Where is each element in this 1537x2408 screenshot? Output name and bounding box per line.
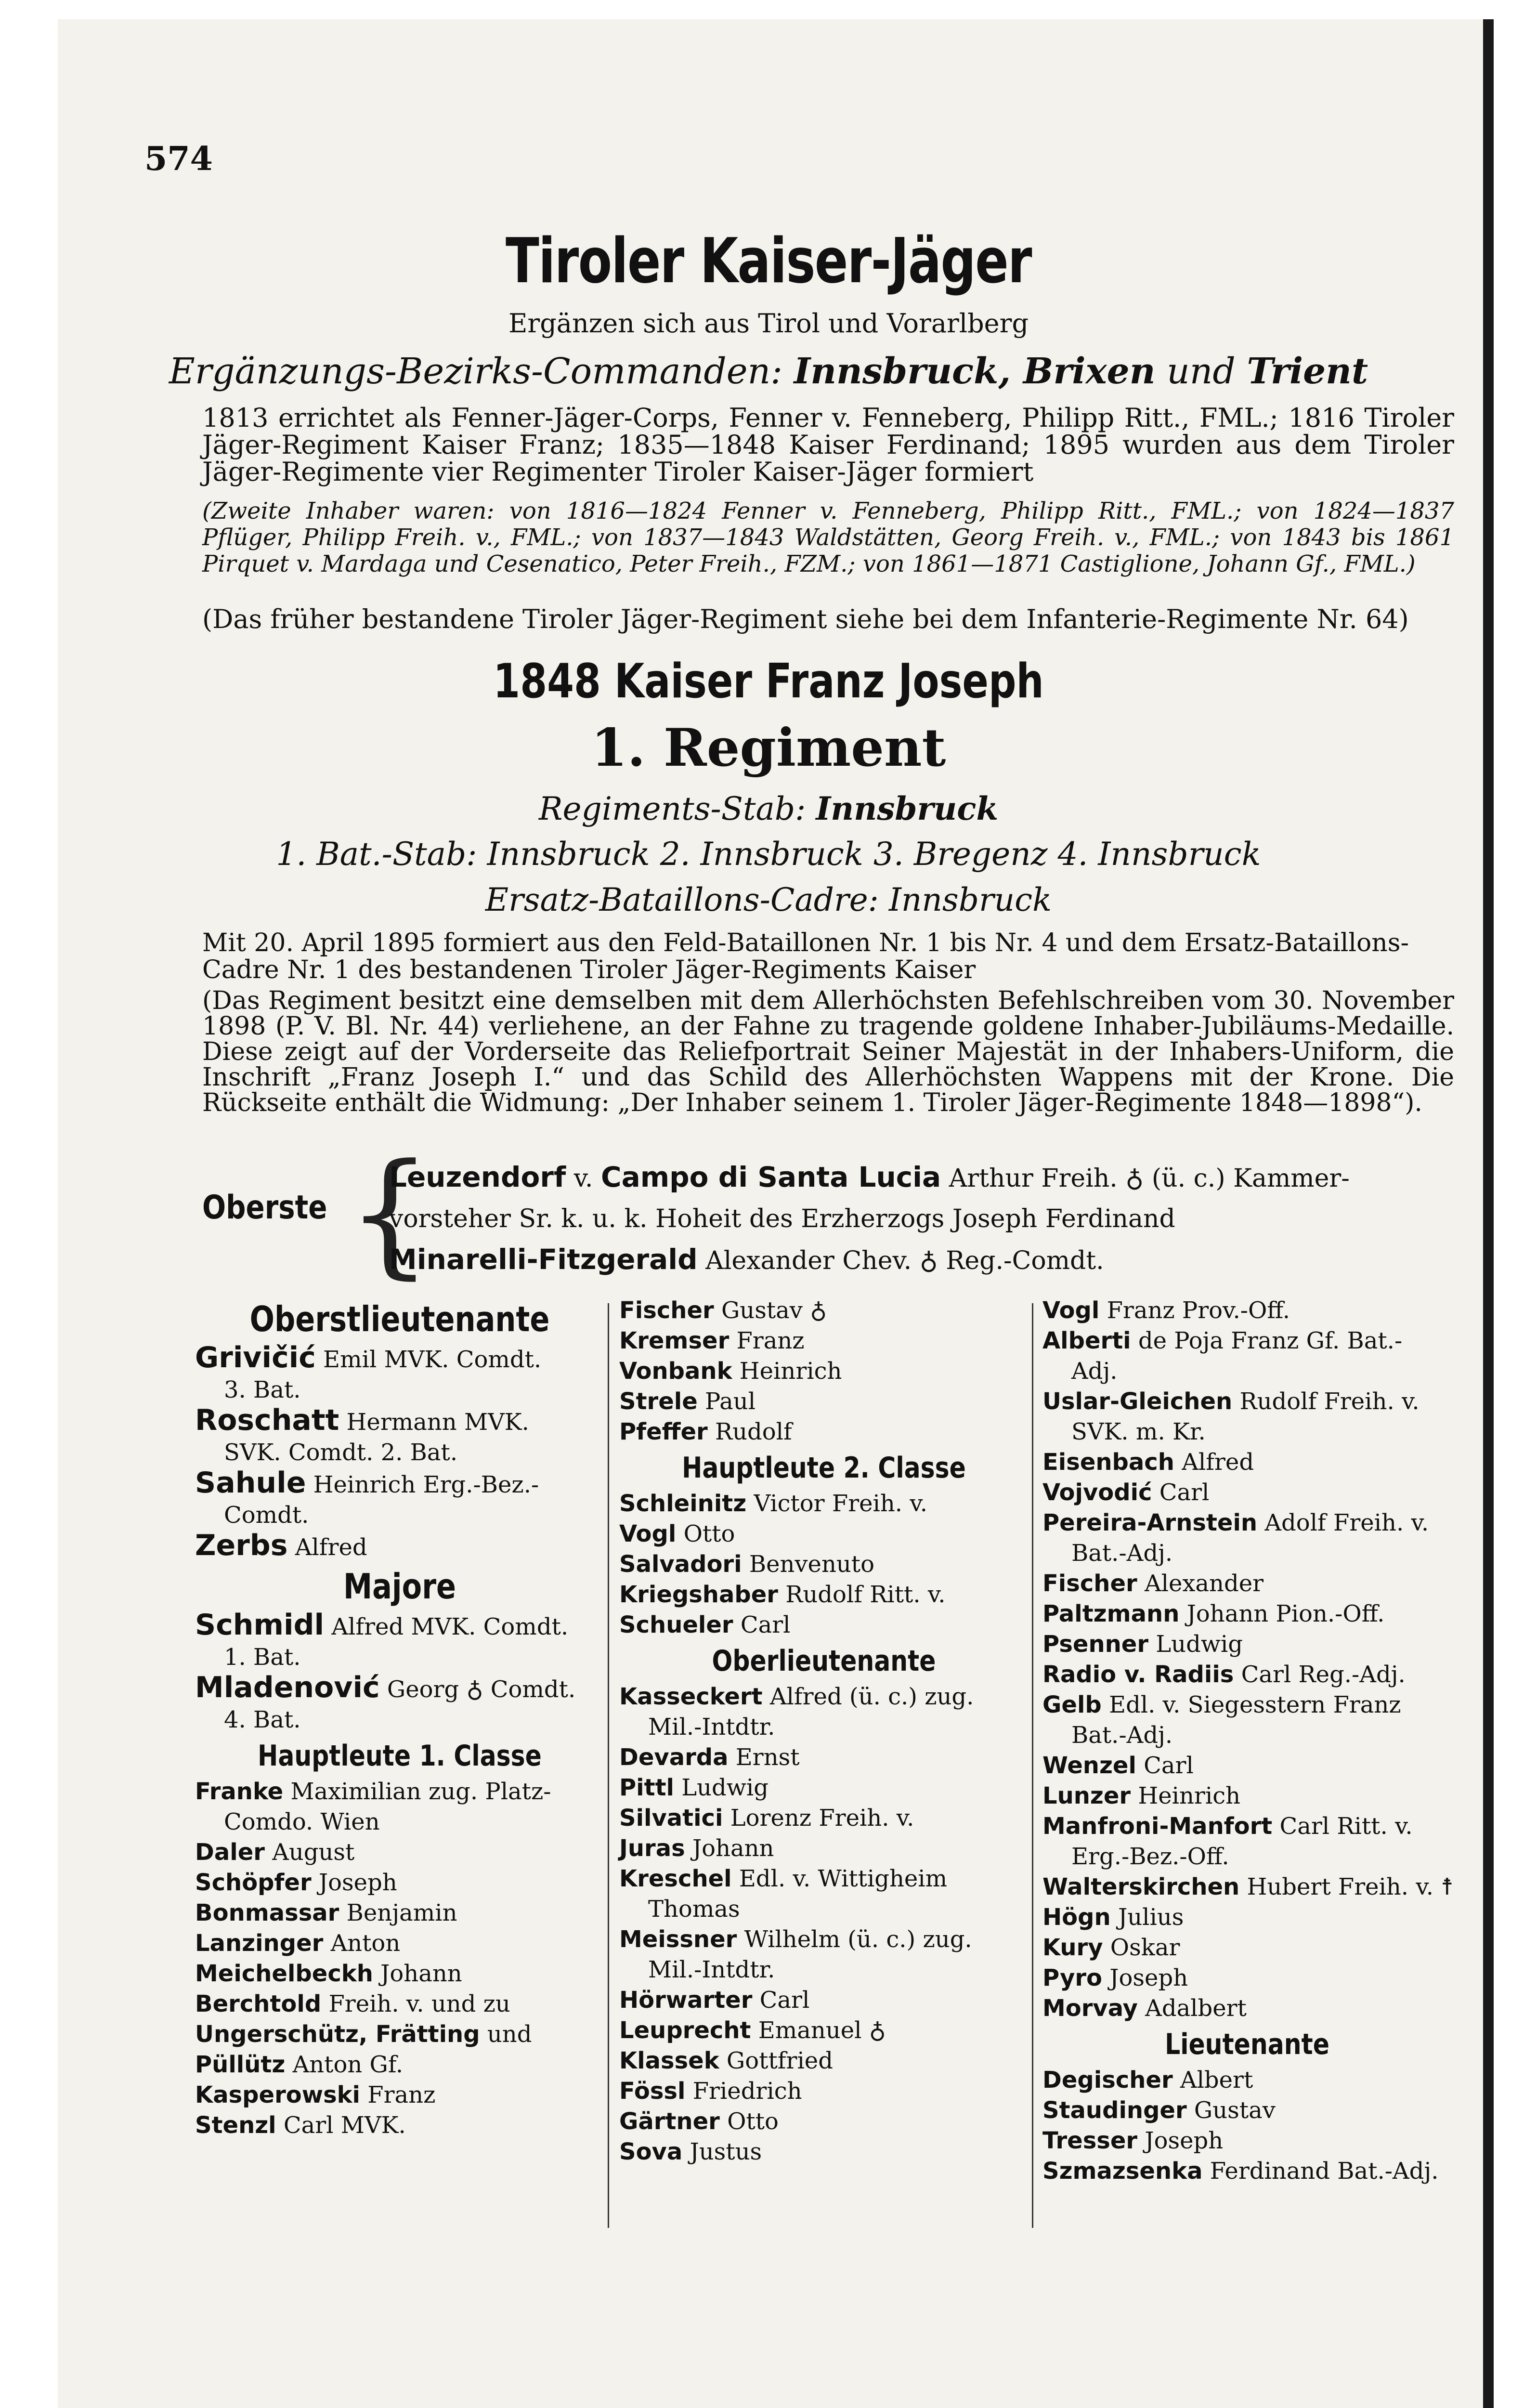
- commands-places: Innsbruck, Brixen: [794, 351, 1156, 392]
- officer-name: Zerbs: [195, 1529, 288, 1562]
- list-item: [1042, 1660, 1452, 1690]
- officer-name: Kasperowski: [195, 2081, 361, 2108]
- list-oberlieutenante-cont: [1042, 1296, 1452, 2024]
- history-owners: (Zweite Inhaber waren: von 1816—1824 Fenner v. Fenneberg, Philipp Ritt., FML.; von 1824—1837 Pflüger, Philipp Freih. v., FML.; von 1837—1843 Waldstätten, Georg Freih. v., FML.; von 1843 bis 1861 Pirquet v. Mardaga und Cesenatico, Peter Freih., FZM.; von 1861—1871 Castiglione, Johann Gf., FML.): [202, 497, 1454, 577]
- list-item: [619, 1549, 1029, 1580]
- list-item: [619, 1833, 1029, 1864]
- officer-details-cont: Thomas: [648, 1896, 740, 1923]
- list-item: [195, 1343, 604, 1375]
- list-item: [619, 2137, 1029, 2167]
- officer-details: Johann: [380, 1960, 462, 1987]
- officer-name: Eisenbach: [1042, 1449, 1174, 1476]
- officer-details: Emil MVK. Comdt.: [323, 1346, 542, 1373]
- officer-name: Roschatt: [195, 1403, 339, 1437]
- heading-majore: Majore: [343, 1566, 456, 1607]
- battalions-line: 1. Bat.-Stab: Innsbruck 2. Innsbruck 3. Bregenz 4. Innsbruck: [276, 836, 1261, 873]
- heading-lieutenante: Lieutenante: [1165, 2028, 1329, 2061]
- officer-details: Edl. v. Wittigheim: [739, 1865, 948, 1892]
- oberste-line-2: vorsteher Sr. k. u. k. Hoheit des Erzherzogs Joseph Ferdinand: [389, 1204, 1175, 1233]
- officer-details: Otto: [683, 1520, 735, 1547]
- commands-label: Ergänzungs-Bezirks-Commanden:: [169, 351, 783, 392]
- officer-details: und: [487, 2021, 532, 2048]
- list-item: [619, 1519, 1029, 1549]
- list-item: [619, 2107, 1029, 2137]
- officer-name: Degischer: [1042, 2067, 1173, 2094]
- list-item: [1042, 1387, 1452, 1417]
- list-item: [1042, 1690, 1452, 1720]
- list-item: [619, 1489, 1029, 1519]
- officer-details-cont: Comdt.: [224, 1502, 309, 1529]
- officer-name: Mladenović: [195, 1671, 380, 1704]
- oberste-entries: [389, 1157, 1439, 1281]
- ersatz-line: Ersatz-Bataillons-Cadre: Innsbruck: [485, 881, 1052, 918]
- officer-details: Carl Reg.-Adj.: [1241, 1661, 1406, 1688]
- officer-details: August: [272, 1839, 355, 1866]
- officer-name: Morvay: [1042, 1995, 1138, 2022]
- list-item: [619, 1803, 1029, 1833]
- officer-details: Carl MVK.: [283, 2112, 406, 2139]
- heading-hauptleute-2: Hauptleute 2. Classe: [682, 1451, 966, 1485]
- officer-details: Rudolf Freih. v.: [1239, 1388, 1420, 1415]
- list-item: [195, 1468, 604, 1500]
- list-item: [195, 1837, 604, 1868]
- officer-details: Benjamin: [346, 1899, 457, 1926]
- officer-details: Rudolf: [715, 1418, 792, 1445]
- list-item: [195, 1868, 604, 1898]
- list-item: [1042, 1751, 1452, 1781]
- officer-name: Lanzinger: [195, 1930, 324, 1957]
- officer-name: Klassek: [619, 2047, 719, 2074]
- officer-name: Tresser: [1042, 2127, 1138, 2154]
- brace-icon: {: [347, 1135, 433, 1292]
- list-hauptleute-2: [619, 1489, 1029, 1640]
- officer-name: Schöpfer: [195, 1869, 312, 1896]
- regiment-number: 1. Regiment: [591, 718, 946, 778]
- regiment-name: 1848 Kaiser Franz Joseph: [493, 654, 1044, 709]
- oberste-line-1: Leuzendorf v. Campo di Santa Lucia Arthur Freih. ♁ (ü. c.) Kammer-: [389, 1161, 1350, 1193]
- history-text: 1813 errichtet als Fenner-Jäger-Corps, Fenner v. Fenneberg, Philipp Ritt., FML.; 1816 Tiroler Jäger-Regiment Kaiser Franz; 1835—1848 Kaiser Ferdinand; 1895 wurden aus dem Tiroler Jäger-Regimente vier Regimenter Tiroler Kaiser-Jäger formiert: [202, 403, 1454, 487]
- officer-name: Fischer: [1042, 1570, 1137, 1597]
- officer-details: Heinrich: [739, 1358, 842, 1385]
- officer-name: Psenner: [1042, 1631, 1149, 1658]
- officer-name: Kasseckert: [619, 1683, 763, 1710]
- officer-name: Sova: [619, 2138, 683, 2165]
- officer-details: Ludwig: [1156, 1631, 1243, 1658]
- officer-details: Carl Ritt. v.: [1279, 1813, 1413, 1840]
- officer-details: Heinrich Erg.-Bez.-: [313, 1471, 539, 1498]
- regiments-stab: [0, 790, 1537, 827]
- officer-name: Radio v. Radiis: [1042, 1661, 1234, 1688]
- list-majore: [195, 1610, 604, 1735]
- officer-name: Grivičić: [195, 1341, 316, 1374]
- officer-details: Carl: [740, 1611, 791, 1638]
- officer-details-cont: Bat.-Adj.: [1071, 1722, 1173, 1749]
- officer-details: Franz: [736, 1327, 805, 1354]
- officer-details: Freih. v. und zu: [328, 1990, 510, 2017]
- officer-details: Alfred MVK. Comdt.: [331, 1613, 569, 1640]
- officer-details: de Poja Franz Gf. Bat.-: [1138, 1327, 1403, 1354]
- officer-name: Wenzel: [1042, 1752, 1136, 1779]
- officer-name: Silvatici: [619, 1805, 723, 1832]
- list-item: [195, 1405, 604, 1438]
- officer-details: Alfred: [1182, 1449, 1254, 1476]
- officer-name: Vonbank: [619, 1358, 732, 1385]
- column-3: [1042, 1296, 1452, 2186]
- officer-details-cont: SVK. Comdt. 2. Bat.: [224, 1439, 458, 1466]
- officer-details-cont: Adj.: [1071, 1358, 1118, 1385]
- page-number: 574: [144, 140, 213, 178]
- list-item: [619, 1326, 1029, 1356]
- list-item: [619, 1356, 1029, 1387]
- commands-und: und: [1167, 351, 1236, 392]
- list-item: [619, 2076, 1029, 2107]
- officer-details-cont: Comdo. Wien: [224, 1808, 380, 1835]
- list-item: [1042, 1933, 1452, 1963]
- heading-hauptleute-1: Hauptleute 1. Classe: [258, 1739, 542, 1773]
- list-item: [1042, 1296, 1452, 1326]
- officer-name: Pfeffer: [619, 1418, 708, 1445]
- officer-details-cont: Mil.-Intdtr.: [648, 1714, 775, 1741]
- officer-name: Salvadori: [619, 1551, 742, 1578]
- officer-name: Högn: [1042, 1904, 1111, 1931]
- officer-name: Kury: [1042, 1934, 1103, 1961]
- list-item: [1042, 1569, 1452, 1599]
- list-item: [1042, 1811, 1452, 1842]
- officer-details: Johann: [692, 1835, 774, 1862]
- officer-details: Emanuel ♁: [758, 2017, 886, 2044]
- list-item: [1042, 2156, 1452, 2186]
- officer-name: Devarda: [619, 1744, 729, 1771]
- subtitle: Ergänzen sich aus Tirol und Vorarlberg: [508, 308, 1029, 339]
- officer-details: Justus: [690, 2138, 762, 2165]
- officer-details: Victor Freih. v.: [754, 1490, 927, 1517]
- officer-name: Schmidl: [195, 1608, 325, 1642]
- list-item: [195, 1928, 604, 1959]
- list-item: [195, 2080, 604, 2110]
- list-item: [619, 1417, 1029, 1447]
- list-item: [195, 1898, 604, 1928]
- list-item: [195, 1531, 604, 1563]
- officer-name: Kremser: [619, 1327, 729, 1354]
- list-item: [1042, 1599, 1452, 1629]
- list-item: [1042, 2065, 1452, 2095]
- list-item: [195, 2019, 604, 2050]
- list-item: [1042, 1963, 1452, 1993]
- list-item: [1042, 1326, 1452, 1356]
- officer-name: Paltzmann: [1042, 1600, 1180, 1627]
- list-item: [1042, 1902, 1452, 1933]
- column-1: [195, 1296, 604, 2141]
- column-divider: [1032, 1303, 1033, 2228]
- officer-details: Heinrich: [1138, 1782, 1240, 1809]
- officer-details: Friedrich: [692, 2078, 802, 2105]
- list-item: [619, 2046, 1029, 2076]
- officer-details: Ernst: [735, 1744, 800, 1771]
- heading-oberlieutenante: Oberlieutenante: [712, 1644, 936, 1678]
- officer-name: Walterskirchen: [1042, 1873, 1240, 1900]
- officer-name: Leuprecht: [619, 2017, 751, 2044]
- list-item: [1042, 1993, 1452, 2024]
- officer-name: Pittl: [619, 1774, 674, 1801]
- list-item: [619, 1682, 1029, 1712]
- list-item: [619, 2015, 1029, 2046]
- officer-details: Joseph: [318, 1869, 397, 1896]
- officer-details: Maximilian zug. Platz-: [290, 1778, 551, 1805]
- badge-text: (Das Regiment besitzt eine demselben mit dem Allerhöchsten Befehlschreiben vom 30. November 1898 (P. V. Bl. Nr. 44) verliehene, an der Fahne zu tragende goldene Inhaber-Jubiläums-Medaille. Diese zeigt auf der Vorderseite das Reliefportrait Seiner Majestät in der Inhabers-Uniform, die Inschrift „Franz Joseph I.“ und das Schild des Allerhöchsten Wappens mit der Krone. Die Rückseite enthält die Widmung: „Der Inhaber seinem 1. Tiroler Jäger-Regimente 1848—1898“).: [202, 986, 1454, 1117]
- list-item: [619, 1296, 1029, 1326]
- officer-details: Joseph: [1109, 1964, 1188, 1991]
- list-item: [619, 1924, 1029, 1955]
- list-item: [1042, 1781, 1452, 1811]
- officer-details: Oskar: [1110, 1934, 1180, 1961]
- officer-details-cont: SVK. m. Kr.: [1071, 1418, 1206, 1445]
- list-item: [619, 1864, 1029, 1894]
- officer-name: Meissner: [619, 1926, 737, 1953]
- officer-details: Hubert Freih. v. ☨: [1247, 1873, 1454, 1900]
- officer-details: Julius: [1118, 1904, 1184, 1931]
- officer-details: Carl: [1144, 1752, 1194, 1779]
- officer-name: Ungerschütz, Frätting: [195, 2021, 480, 2048]
- officer-details: Lorenz Freih. v.: [730, 1805, 914, 1832]
- list-oberlieutenante: [619, 1682, 1029, 2167]
- oberste-label: Oberste: [202, 1189, 327, 1227]
- officer-name: Meichelbeckh: [195, 1960, 373, 1987]
- officer-name: Manfroni-Manfort: [1042, 1813, 1273, 1840]
- officer-details: Johann Pion.-Off.: [1186, 1600, 1385, 1627]
- heading-oberstlieutenante: Oberstlieutenante: [249, 1299, 550, 1339]
- column-divider: [608, 1303, 609, 2228]
- list-item: [1042, 2126, 1452, 2156]
- officer-details: Hermann MVK.: [346, 1409, 529, 1436]
- list-item: [619, 1610, 1029, 1640]
- officer-details: Paul: [705, 1388, 756, 1415]
- officer-name: Stenzl: [195, 2112, 276, 2139]
- regiments-stab-place: Innsbruck: [816, 790, 999, 827]
- officer-name: Franke: [195, 1778, 284, 1805]
- officer-name: Fössl: [619, 2078, 686, 2105]
- officer-name: Uslar-Gleichen: [1042, 1388, 1233, 1415]
- officer-name: Püllütz: [195, 2051, 286, 2078]
- officer-details: Carl: [1159, 1479, 1210, 1506]
- officer-name: Berchtold: [195, 1990, 322, 2017]
- list-item: [1042, 1629, 1452, 1660]
- list-item: [1042, 1508, 1452, 1538]
- list-item: [619, 1742, 1029, 1773]
- list-item: [1042, 2095, 1452, 2126]
- officer-details: Ferdinand Bat.-Adj.: [1210, 2158, 1439, 2185]
- officer-name: Bonmassar: [195, 1899, 339, 1926]
- officer-details-cont: 4. Bat.: [224, 1706, 301, 1733]
- officer-details: Edl. v. Siegesstern Franz: [1109, 1691, 1401, 1718]
- officer-details: Albert: [1180, 2067, 1253, 2094]
- page-title: Tiroler Kaiser-Jäger: [506, 225, 1031, 297]
- column-2: [619, 1296, 1029, 2167]
- list-item: [1042, 1872, 1452, 1902]
- officer-details: Adalbert: [1145, 1995, 1247, 2022]
- officer-name: Lunzer: [1042, 1782, 1131, 1809]
- officer-name: Schleinitz: [619, 1490, 747, 1517]
- officer-details: Anton: [330, 1930, 401, 1957]
- officer-name: Vogl: [619, 1520, 677, 1547]
- list-item: [195, 1959, 604, 1989]
- officer-details: Gottfried: [726, 2047, 833, 2074]
- note-text: (Das früher bestandene Tiroler Jäger-Regiment siehe bei dem Infanterie-Regimente Nr. 64): [202, 604, 1409, 634]
- officer-name: Pereira-Arnstein: [1042, 1509, 1258, 1536]
- list-item: [195, 1610, 604, 1642]
- officer-details: Rudolf Ritt. v.: [785, 1581, 946, 1608]
- officer-details: Joseph: [1145, 2127, 1224, 2154]
- officer-name: Alberti: [1042, 1327, 1131, 1354]
- regiments-stab-label: Regiments-Stab:: [538, 790, 806, 827]
- officer-name: Strele: [619, 1388, 698, 1415]
- officer-details: Gustav ♁: [721, 1297, 827, 1324]
- officer-name: Kreschel: [619, 1865, 732, 1892]
- officer-details-cont: Bat.-Adj.: [1071, 1540, 1173, 1567]
- officer-name: Fischer: [619, 1297, 714, 1324]
- list-item: [1042, 1447, 1452, 1478]
- list-oberstlieutenante: [195, 1343, 604, 1563]
- officer-name: Schueler: [619, 1611, 733, 1638]
- list-item: [619, 1580, 1029, 1610]
- officer-name: Staudinger: [1042, 2097, 1187, 2124]
- officer-name: Vojvodić: [1042, 1479, 1152, 1506]
- officer-details: Alfred (ü. c.) zug.: [769, 1683, 974, 1710]
- officer-name: Pyro: [1042, 1964, 1103, 1991]
- officer-details-cont: Erg.-Bez.-Off.: [1071, 1843, 1229, 1870]
- officer-name: Hörwarter: [619, 1987, 753, 2014]
- officer-details: Franz: [367, 2081, 436, 2108]
- officer-details: Benvenuto: [749, 1551, 874, 1578]
- officer-details: Alfred: [295, 1534, 367, 1561]
- officer-details: Anton Gf.: [292, 2051, 404, 2078]
- list-hauptleute-1: [195, 1777, 604, 2141]
- officer-details-cont: 1. Bat.: [224, 1644, 301, 1671]
- officer-details: Adolf Freih. v.: [1264, 1509, 1429, 1536]
- officer-name: Sahule: [195, 1466, 306, 1500]
- officer-details: Carl: [759, 1987, 810, 2014]
- officer-details-cont: Mil.-Intdtr.: [648, 1956, 775, 1983]
- officer-details: Gustav: [1194, 2097, 1276, 2124]
- officer-details: Wilhelm (ü. c.) zug.: [744, 1926, 972, 1953]
- oberste-line-3: Minarelli-Fitzgerald Alexander Chev. ♁ Reg.-Comdt.: [389, 1243, 1104, 1276]
- list-item: [619, 1773, 1029, 1803]
- officer-name: Szmazsenka: [1042, 2158, 1203, 2185]
- officer-details: Franz Prov.-Off.: [1107, 1297, 1290, 1324]
- list-hauptleute-1-cont: [619, 1296, 1029, 1447]
- officer-name: Juras: [619, 1835, 685, 1862]
- officer-name: Vogl: [1042, 1297, 1100, 1324]
- list-lieutenante: [1042, 2065, 1452, 2186]
- list-item: [195, 1989, 604, 2019]
- officer-details: Georg ♁ Comdt.: [387, 1676, 576, 1703]
- list-item: [619, 1985, 1029, 2015]
- commands-line: [0, 351, 1537, 392]
- list-item: [195, 2050, 604, 2080]
- officer-details: Otto: [727, 2108, 779, 2135]
- list-item: [195, 1673, 604, 1705]
- officer-details: Alexander: [1144, 1570, 1264, 1597]
- formed-text: Mit 20. April 1895 formiert aus den Feld-Bataillonen Nr. 1 bis Nr. 4 und dem Ersatz-Bataillons-Cadre Nr. 1 des bestandenen Tiroler Jäger-Regiments Kaiser: [202, 929, 1409, 984]
- officer-details-cont: 3. Bat.: [224, 1376, 301, 1403]
- officer-name: Gärtner: [619, 2108, 720, 2135]
- list-item: [195, 2110, 604, 2141]
- list-item: [195, 1777, 604, 1807]
- list-item: [619, 1387, 1029, 1417]
- commands-last: Trient: [1247, 351, 1368, 392]
- officer-details: Ludwig: [681, 1774, 768, 1801]
- officer-name: Kriegshaber: [619, 1581, 778, 1608]
- officer-name: Daler: [195, 1839, 265, 1866]
- list-item: [1042, 1478, 1452, 1508]
- officer-name: Gelb: [1042, 1691, 1102, 1718]
